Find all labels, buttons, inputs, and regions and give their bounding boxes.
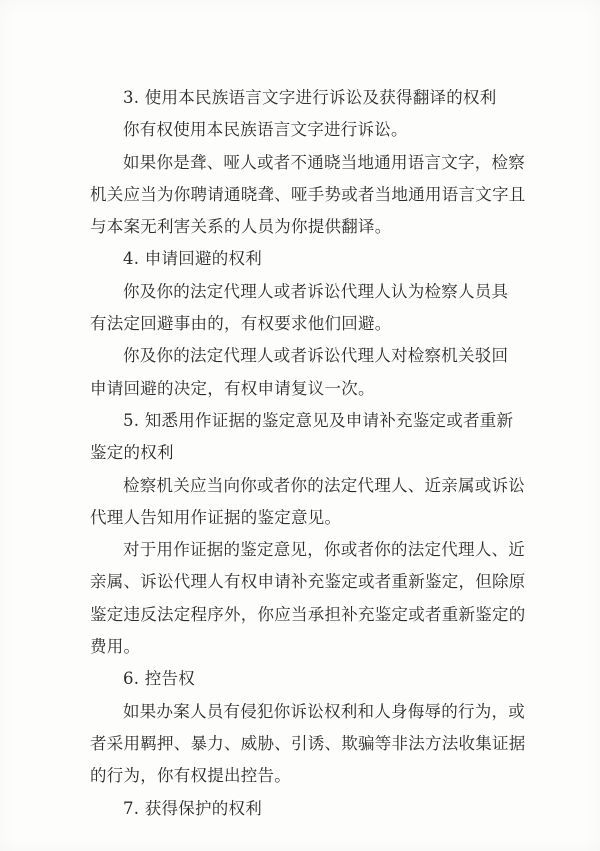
paragraph-line: 如果你是聋、哑人或者不通晓当地通用语言文字，检察	[123, 152, 525, 172]
heading-6-complaint-right: 6. 控告权	[123, 669, 195, 689]
paragraph-line: 费用。	[90, 637, 141, 657]
paragraph-line: 鉴定违反法定程序外，你应当承担补充鉴定或者重新鉴定的	[90, 604, 526, 624]
paragraph-line: 代理人告知用作证据的鉴定意见。	[90, 507, 342, 527]
paragraph-line: 对于用作证据的鉴定意见，你或者你的法定代理人、近	[123, 540, 525, 560]
paragraph-line: 者采用羁押、暴力、威胁、引诱、欺骗等非法方法收集证据	[90, 733, 526, 753]
heading-7-protection-right: 7. 获得保护的权利	[123, 798, 262, 818]
paragraph-line: 你有权使用本民族语言文字进行诉讼。	[123, 120, 408, 140]
heading-5-appraisal-right-cont: 鉴定的权利	[90, 443, 174, 463]
paragraph-line: 你及你的法定代理人或者诉讼代理人认为检察人员具	[123, 281, 509, 301]
heading-5-appraisal-right: 5. 知悉用作证据的鉴定意见及申请补充鉴定或者重新	[123, 410, 514, 430]
paragraph-line: 有法定回避事由的，有权要求他们回避。	[90, 314, 392, 334]
heading-4-recusal-right: 4. 申请回避的权利	[123, 249, 262, 269]
document-body	[90, 82, 526, 825]
heading-3-translation-right: 3. 使用本民族语言文字进行诉讼及获得翻译的权利	[123, 88, 497, 107]
paragraph-line: 的行为，你有权提出控告。	[90, 766, 291, 786]
paragraph-line: 申请回避的决定，有权申请复议一次。	[90, 378, 375, 398]
paragraph-line: 亲属、诉讼代理人有权申请补充鉴定或者重新鉴定，但除原	[90, 572, 526, 592]
paragraph-line: 如果办案人员有侵犯你诉讼权利和人身侮辱的行为，或	[123, 701, 525, 721]
paragraph-line: 检察机关应当向你或者你的法定代理人、近亲属或诉讼	[123, 475, 525, 495]
paragraph-line: 与本案无利害关系的人员为你提供翻译。	[90, 217, 392, 237]
paragraph-line: 机关应当为你聘请通晓聋、哑手势或者当地通用语言文字且	[90, 184, 526, 204]
paragraph-line: 你及你的法定代理人或者诉讼代理人对检察机关驳回	[123, 346, 509, 366]
